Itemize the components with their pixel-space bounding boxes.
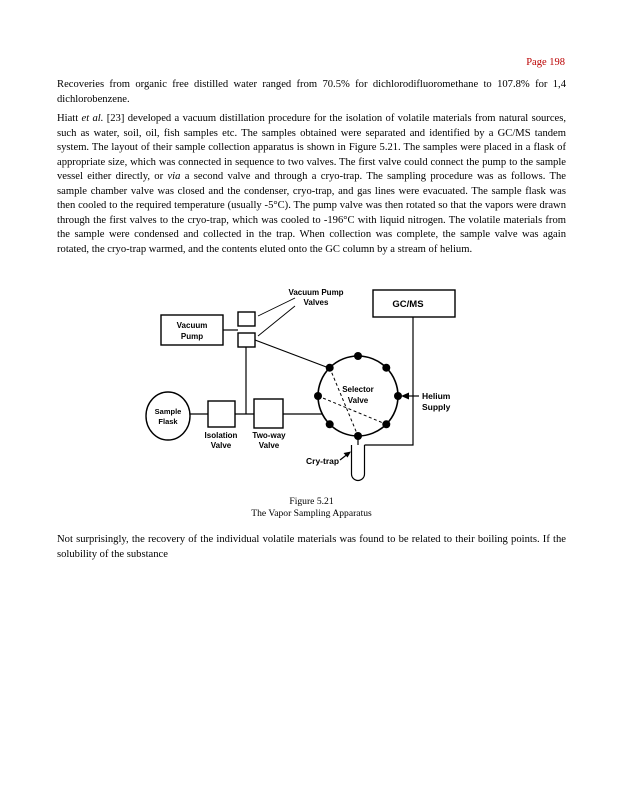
- selector-valve: [314, 352, 402, 440]
- helium-arrowhead: [401, 393, 409, 400]
- vacuum-pump-valves: [238, 288, 344, 347]
- two-way-valve-label-2: Valve: [258, 441, 280, 450]
- figure-caption-number: Figure 5.21: [289, 496, 334, 507]
- vacuum-pump-box: [161, 315, 223, 345]
- sample-flask: [146, 392, 190, 440]
- isolation-valve-rect: [208, 401, 235, 427]
- selector-port-dot: [354, 432, 362, 440]
- selector-port-dot: [382, 364, 390, 372]
- pump-valve-box-upper: [238, 312, 255, 326]
- vacuum-pump-label-1: Vacuum: [176, 321, 208, 330]
- selector-port-dot: [326, 364, 334, 372]
- vapor-sampling-apparatus-diagram: [138, 282, 480, 496]
- isolation-valve-label-2: Valve: [210, 441, 232, 450]
- selector-valve-label-1: Selector: [342, 385, 374, 394]
- pump-valve-box-lower: [238, 333, 255, 347]
- p2-text-3: a second valve and through a cryo-trap. The sampling procedure was as follows. The sample chamber valve was closed and the condenser, cryo-trap, and gas lines were evacuated. The sample flask was then cooled to the required temperature (usually -5°C). The pump valve was then rotated so that the vapors were drawn through the first valves to the cryo-trap, which was cooled to -196°C with liquid nitrogen. The volatile materials from the sample were condensed and collected in the trap. When collection was complete, the sample valve was again rotated, the cryo-trap warmed, and the contents eluted onto the GC column by a stream of helium.: [57, 171, 566, 255]
- selector-port-dot: [382, 420, 390, 428]
- p2-italic-et-al: et al.: [81, 113, 104, 124]
- helium-supply: [401, 391, 451, 412]
- paragraph-recoveries: Recoveries from organic free distilled water ranged from 70.5% for dichlorodifluoromethane to 107.8% for 1,4 dichlorobenzene.: [57, 79, 566, 105]
- valves-pointer-line-1: [258, 298, 295, 316]
- two-way-valve-label-1: Two-way: [252, 431, 286, 440]
- valves-pointer-line-2: [258, 306, 295, 336]
- isolation-valve: [205, 401, 238, 450]
- selector-port-dot: [354, 352, 362, 360]
- vacuum-pump-valves-label-1: Vacuum Pump: [288, 288, 344, 297]
- isolation-valve-label-1: Isolation: [204, 431, 238, 440]
- vacuum-pump-label-2: Pump: [180, 332, 204, 341]
- p2-text-2: [23] developed a vacuum distillation procedure for the isolation of volatile materials from natural sources, such as water, soil, oil, fish samples etc. The samples obtained were separated and identified by a GC/MS tandem system. The layout of their sample collection apparatus is shown in Figure 5.21. The samples were placed in a flask of appropriate size, which was connected in sequence to two valves. The first valve could connect the pump to the sample vessel either directly, or: [57, 113, 566, 183]
- helium-supply-label-2: Supply: [422, 402, 451, 412]
- figure-caption-title: The Vapor Sampling Apparatus: [251, 507, 372, 519]
- cryo-trap-tube: [352, 445, 365, 481]
- selector-port-dot: [326, 420, 334, 428]
- sample-flask-label-1: Sample: [154, 407, 182, 416]
- cry-trap: [306, 452, 351, 467]
- figure-caption: [57, 496, 566, 519]
- selector-port-dot: [314, 392, 322, 400]
- gcms-box: [373, 290, 455, 317]
- two-way-valve: [252, 399, 286, 450]
- selector-port-dot: [394, 392, 402, 400]
- valves-to-selector-line: [255, 340, 329, 368]
- sample-flask-ellipse: [146, 392, 190, 440]
- p2-italic-via: via: [167, 171, 181, 183]
- selector-valve-label-2: Valve: [347, 396, 369, 405]
- helium-supply-label-1: Helium: [422, 391, 451, 401]
- p2-text-1: Hiatt: [57, 113, 82, 124]
- two-way-valve-rect: [254, 399, 283, 428]
- page-number: Page 198: [526, 57, 565, 68]
- vacuum-pump-valves-label-2: Valves: [303, 298, 329, 307]
- sample-flask-label-2: Flask: [158, 417, 178, 426]
- paragraph-hiatt-procedure: [57, 112, 566, 257]
- paragraph-boiling-points: Not surprisingly, the recovery of the individual volatile materials was found to be related to their boiling points. If the solubility of the substance: [57, 534, 566, 560]
- gcms-label: GC/MS: [392, 299, 424, 310]
- cry-trap-label: Cry-trap: [306, 456, 340, 466]
